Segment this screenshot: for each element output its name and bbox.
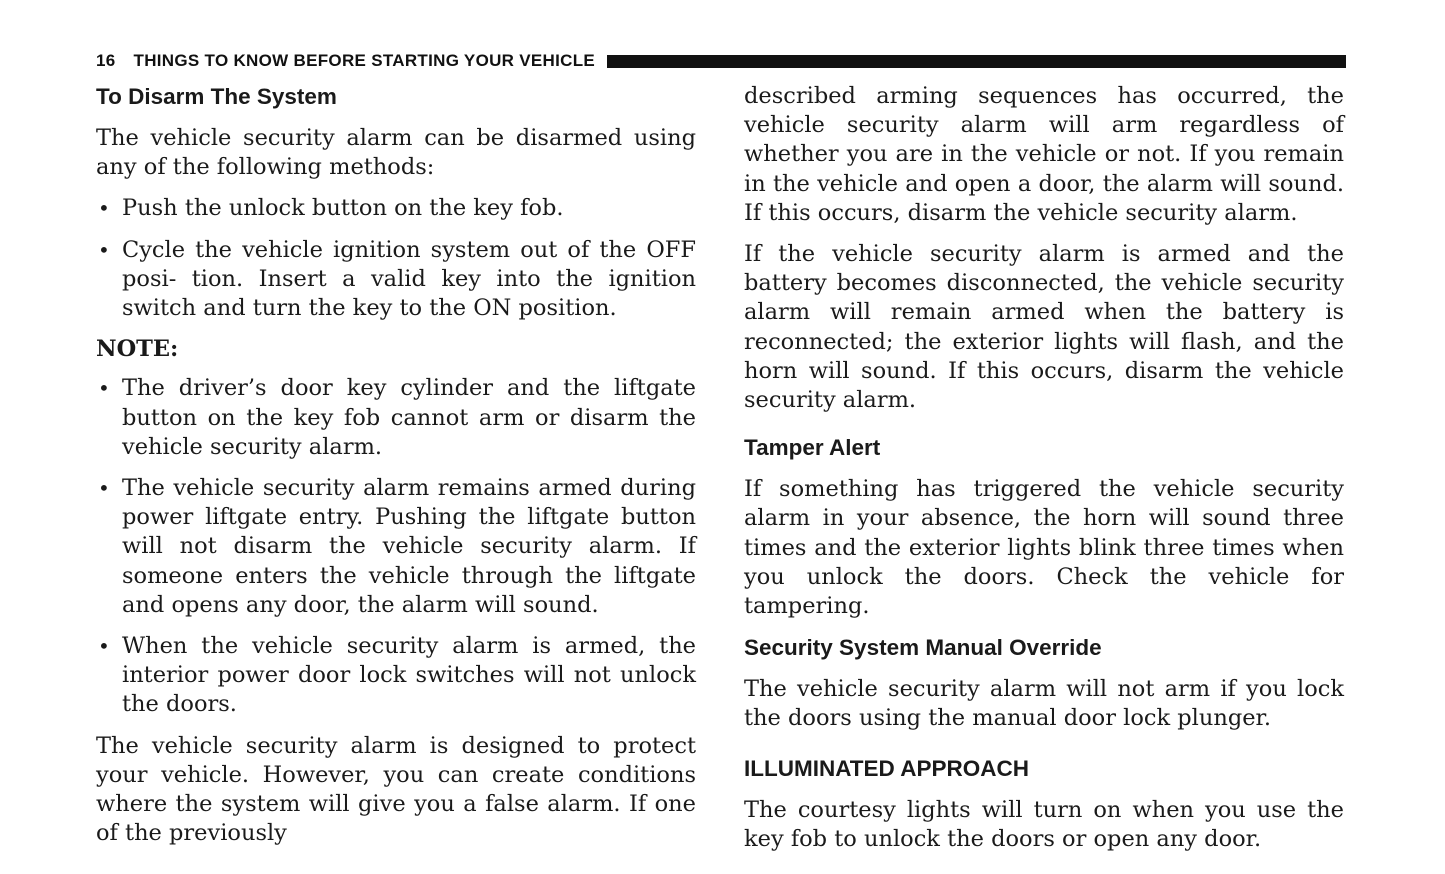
page-number: 16 [96,51,116,70]
disarm-methods-list [96,194,696,323]
override-paragraph: The vehicle security alarm will not arm if you lock the doors using the manual door lock plunger. [744,676,1344,732]
heading-disarm: To Disarm The System [96,84,337,109]
battery-paragraph: If the vehicle security alarm is armed and the battery becomes disconnected, the vehicle security alarm will remain armed when the battery is reconnected; the exterior lights will flash, and the horn will sound. If this occurs, disarm the vehicle security alarm. [744,241,1344,414]
heading-manual-override: Security System Manual Override [744,635,1102,661]
bullet-icon: • [98,476,110,501]
false-alarm-paragraph: The vehicle security alarm is designed to protect your vehicle. However, you can create conditions where the system will give you a false alarm. If one of the previously [96,732,696,847]
section-title: THINGS TO KNOW BEFORE STARTING YOUR VEHICLE [133,51,596,70]
notes-list [96,374,696,719]
list-item: • Push the unlock button on the key fob. [96,194,696,223]
heading-tamper-alert: Tamper Alert [744,435,881,461]
disarm-intro: The vehicle security alarm can be disarmed using any of the following methods: [96,125,696,181]
list-item: • The driver’s door key cylinder and the liftgate button on the key fob cannot arm or disarm the vehicle security alarm. [98,375,696,460]
list-item: • Cycle the vehicle ignition system out of the OFF posi- tion. Insert a valid key into the ignition switch and turn the key to the ON position. [98,236,696,322]
bullet-icon: • [98,376,110,401]
bullet-icon: • [98,196,110,221]
approach-paragraph: The courtesy lights will turn on when you use the key fob to unlock the doors or open any door. [744,796,1344,852]
heading-illuminated-approach: ILLUMINATED APPROACH [744,755,1029,781]
note-label: NOTE: [96,336,179,363]
list-item: • The vehicle security alarm remains armed during power liftgate entry. Pushing the liftgate button will not disarm the vehicle security alarm. If someone enters the vehicle through the liftgate and opens any door, the alarm will sound. [98,475,696,618]
bullet-icon: • [98,634,110,659]
tamper-paragraph: If something has triggered the vehicle security alarm in your absence, the horn will sound three times and the exterior lights blink three times when you unlock the doors. Check the vehicle for tampering. [744,476,1344,620]
page-header [96,50,1346,72]
arming-continuation: described arming sequences has occurred, the vehicle security alarm will arm regardless of whether you are in the vehicle or not. If you remain in the vehicle and open a door, the alarm will sound. If this occurs, disarm the vehicle security alarm. [744,83,1344,226]
list-item: • When the vehicle security alarm is armed, the interior power door lock switches will not unlock the doors. [98,633,696,718]
left-column [96,82,696,848]
right-column [744,82,1344,854]
header-rule [607,55,1346,68]
bullet-icon: • [98,237,110,262]
